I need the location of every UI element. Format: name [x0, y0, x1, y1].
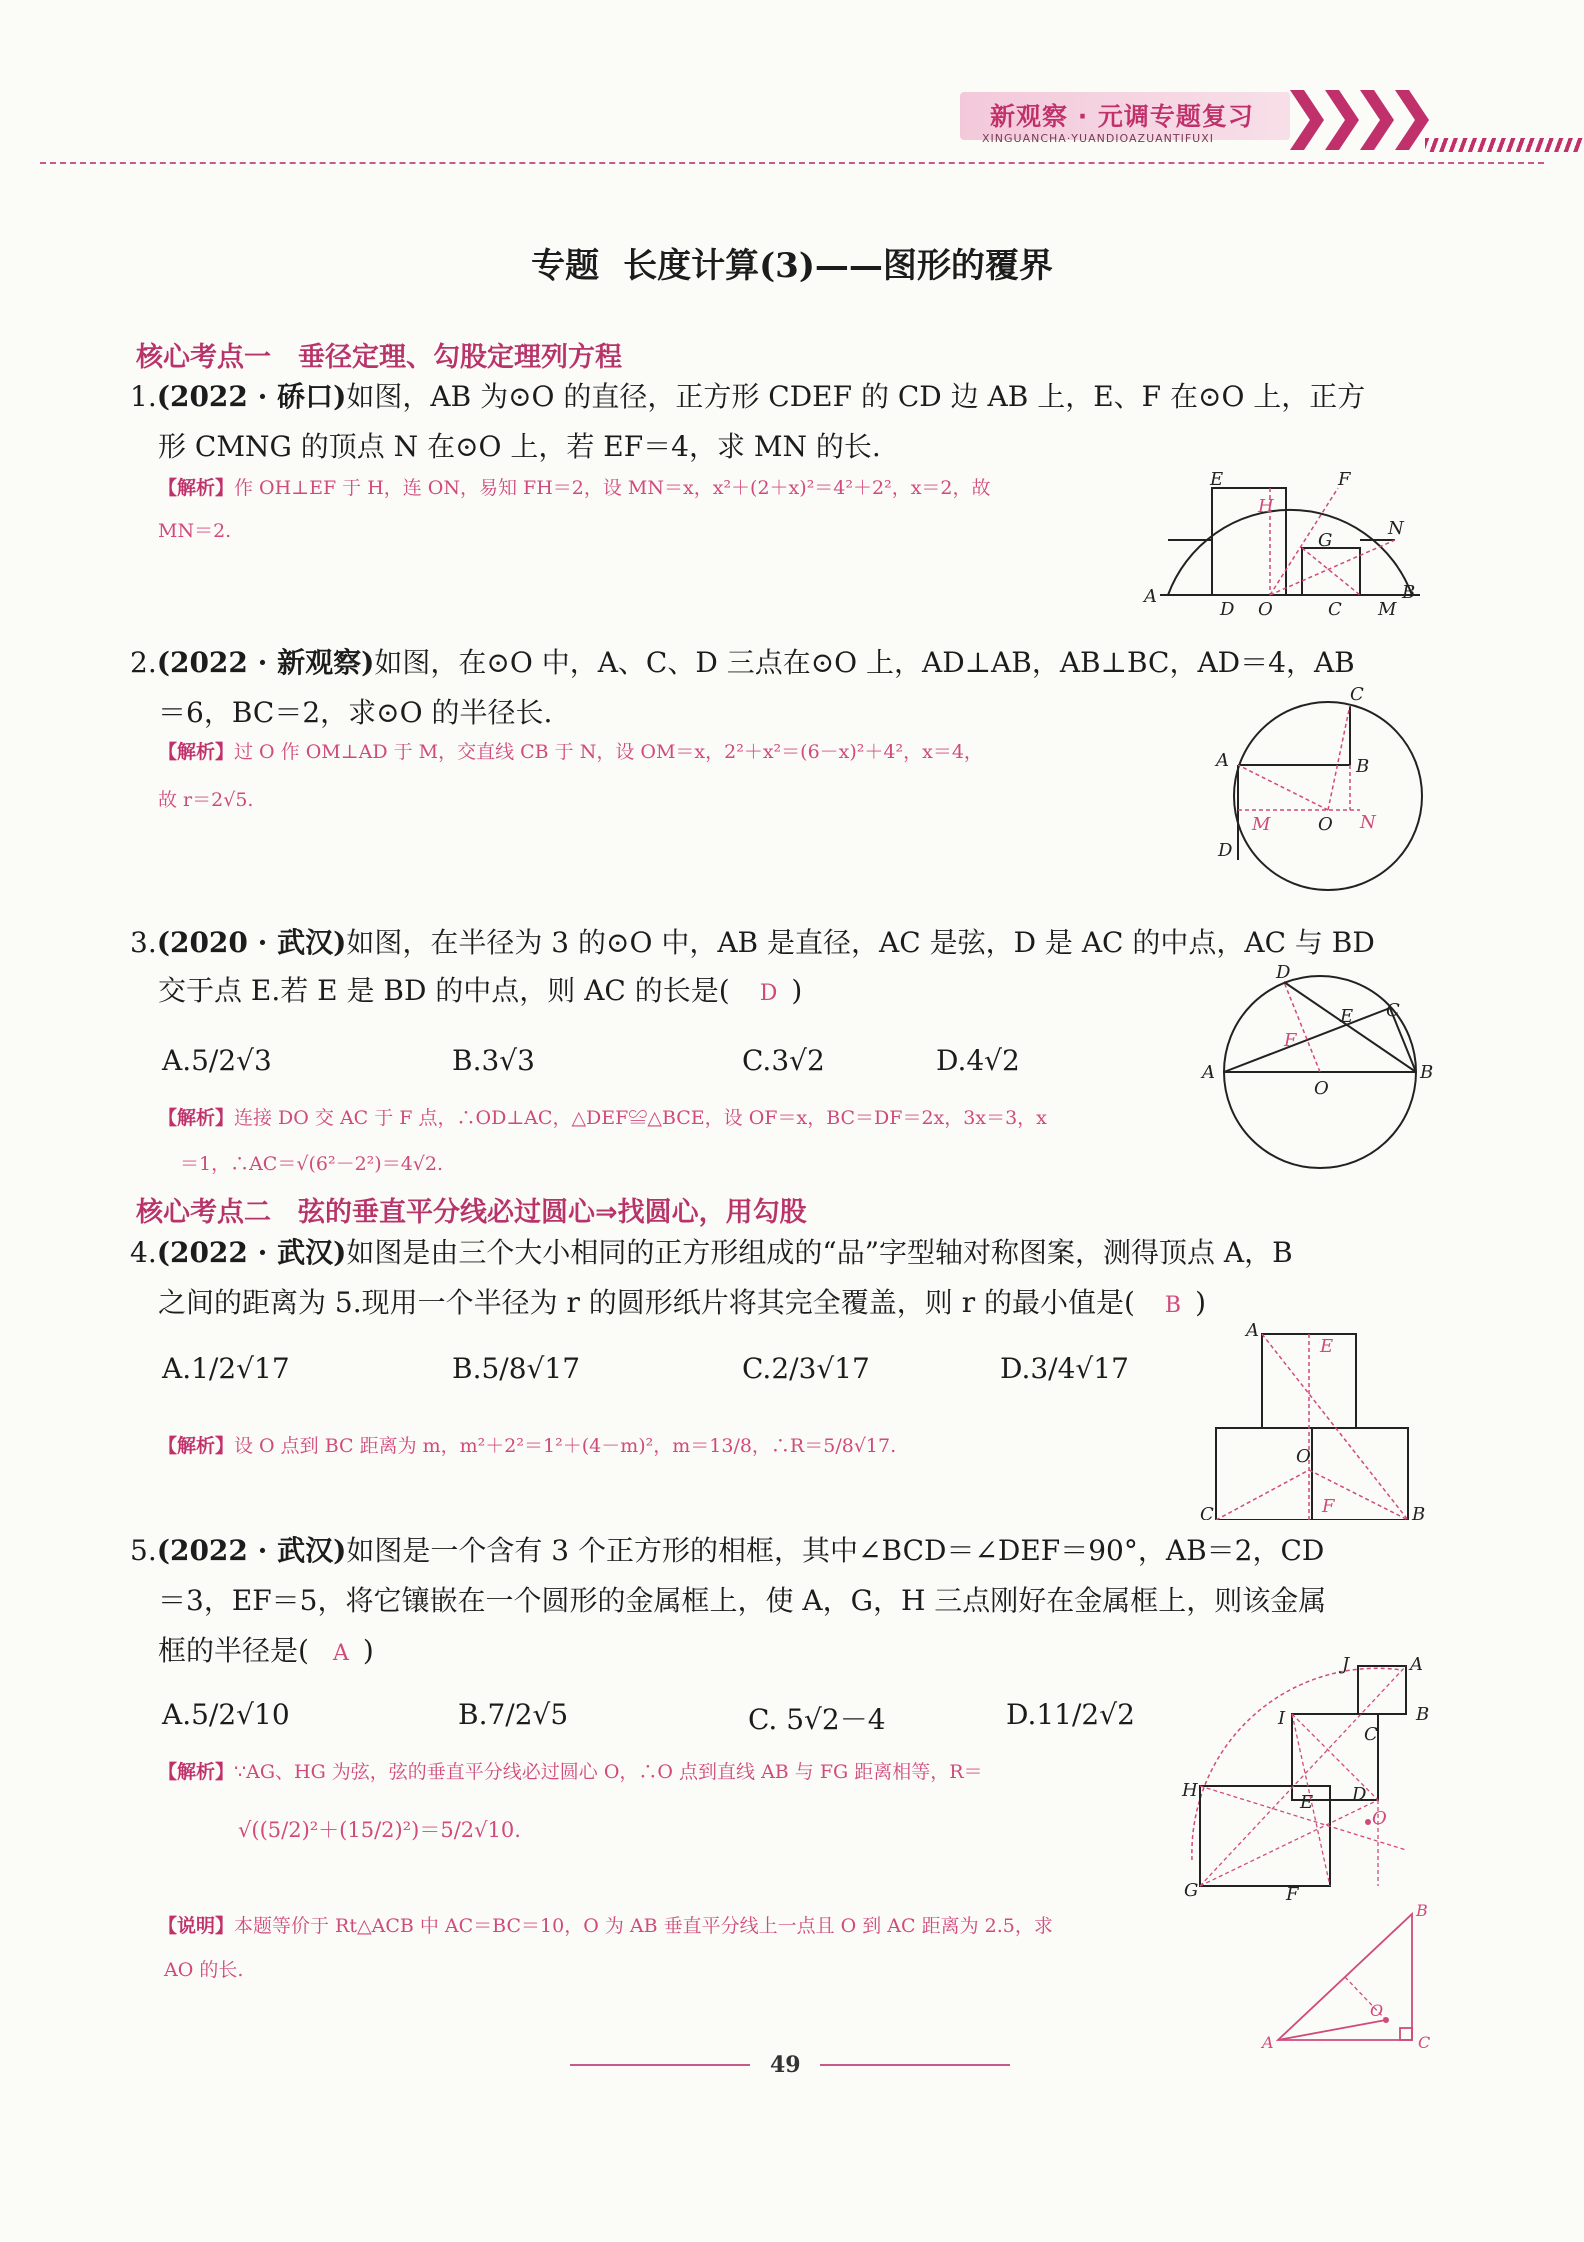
- svg-text:B: B: [1356, 756, 1370, 777]
- svg-text:H: H: [1258, 496, 1274, 517]
- svg-text:A: A: [1202, 1062, 1215, 1083]
- section-heading: 核心考点一 垂径定理、勾股定理列方程: [136, 342, 622, 373]
- problem-5-option-b: B.7/2√5: [458, 1698, 569, 1731]
- problem-4-answer: B: [1164, 1293, 1182, 1318]
- svg-text:H: H: [1182, 1780, 1198, 1801]
- problem-1-line2: 形 CMNG 的顶点 N 在⊙O 上，若 EF＝4，求 MN 的长.: [158, 430, 881, 463]
- problem-3-option-c: C.3√2: [742, 1044, 825, 1077]
- svg-text:E: E: [1210, 469, 1224, 490]
- svg-text:E: E: [1300, 1792, 1314, 1813]
- svg-text:A: A: [1216, 750, 1229, 771]
- svg-text:F: F: [1284, 1030, 1297, 1051]
- problem-5-option-c: C. 5√2－4: [748, 1703, 886, 1736]
- problem-3-option-a: A.5/2√3: [162, 1044, 272, 1077]
- figure-5: [1180, 1650, 1440, 1900]
- svg-text:O: O: [1258, 599, 1273, 620]
- problem-5-solution: 【解析】∵AG、HG 为弦，弦的垂直平分线必过圆心 O，∴O 点到直线 AB 与 FG 距离相等，R＝: [158, 1761, 983, 1783]
- svg-text:G: G: [1184, 1880, 1199, 1900]
- svg-text:O: O: [1372, 1808, 1387, 1829]
- page-number-rule-left: [570, 2064, 750, 2066]
- problem-3-line2: 交于点 E.若 E 是 BD 的中点，则 AC 的长是( D ): [158, 974, 803, 1007]
- problem-3-line1: 3.(2020 · 武汉)如图，在半径为 3 的⊙O 中，AB 是直径，AC 是弦，D 是 AC 的中点，AC 与 BD: [130, 926, 1375, 959]
- figure-1: [1140, 460, 1430, 620]
- svg-text:C: C: [1418, 2033, 1431, 2052]
- svg-text:B: B: [1402, 582, 1416, 603]
- svg-text:N: N: [1360, 812, 1376, 833]
- svg-text:B: B: [1416, 1704, 1430, 1725]
- problem-1-solution: 【解析】作 OH⊥EF 于 H，连 ON，易知 FH＝2，设 MN＝x，x²＋(2＋x)²＝4²＋2²，x＝2，故: [158, 477, 991, 499]
- problem-5-note-cont: AO 的长.: [164, 1959, 244, 1981]
- problem-2-solution: 【解析】过 O 作 OM⊥AD 于 M，交直线 CB 于 N，设 OM＝x，2²＋x²＝(6－x)²＋4²，x＝4，: [158, 741, 983, 763]
- problem-5-line3: 框的半径是( A ): [158, 1634, 374, 1667]
- svg-text:E: E: [1340, 1006, 1354, 1027]
- problem-2-line2: ＝6，BC＝2，求⊙O 的半径长.: [158, 696, 553, 729]
- problem-4-option-d: D.3/4√17: [1000, 1352, 1129, 1385]
- problem-3-option-b: B.3√3: [452, 1044, 535, 1077]
- figure-3: [1200, 960, 1440, 1170]
- header-stripes: [1425, 138, 1583, 152]
- problem-4-option-b: B.5/8√17: [452, 1352, 581, 1385]
- svg-text:C: C: [1328, 599, 1342, 620]
- title-part2: 长度计算(3)——图形的覆界: [623, 246, 1053, 286]
- chevron-icon: [1360, 90, 1394, 150]
- svg-text:D: D: [1218, 840, 1233, 861]
- problem-5-answer: A: [332, 1641, 349, 1666]
- svg-text:E: E: [1320, 1336, 1334, 1357]
- page-number-rule-right: [820, 2064, 1010, 2066]
- svg-text:B: B: [1420, 1062, 1434, 1083]
- problem-5-note: 【说明】本题等价于 Rt△ACB 中 AC＝BC＝10，O 为 AB 垂直平分线上一点且 O 到 AC 距离为 2.5，求: [158, 1915, 1053, 1937]
- problem-3-solution-cont: ＝1，∴AC＝√(6²－2²)＝4√2.: [180, 1153, 444, 1175]
- svg-text:F: F: [1286, 1884, 1299, 1900]
- svg-text:O: O: [1370, 2001, 1384, 2020]
- svg-text:C: C: [1200, 1504, 1214, 1520]
- problem-5-solution-formula: √((5/2)²＋(15/2)²)＝5/2√10.: [238, 1818, 521, 1842]
- problem-3-answer: D: [759, 981, 778, 1006]
- section-heading: 核心考点二 弦的垂直平分线必过圆心⇒找圆心，用勾股: [136, 1197, 807, 1228]
- header-subtitle: XINGUANCHA·YUANDIOAZUANTIFUXI: [982, 132, 1215, 145]
- svg-text:D: D: [1352, 1784, 1367, 1805]
- header-title: 新观察 · 元调专题复习: [990, 102, 1254, 131]
- problem-4-option-a: A.1/2√17: [162, 1352, 290, 1385]
- chevron-icon: [1290, 90, 1324, 150]
- problem-4-option-c: C.2/3√17: [742, 1352, 870, 1385]
- svg-text:C: C: [1364, 1724, 1378, 1745]
- svg-text:C: C: [1386, 1000, 1400, 1021]
- chevron-icon: [1325, 90, 1359, 150]
- chevron-icon: [1395, 90, 1429, 150]
- problem-1-solution-cont: MN＝2.: [158, 520, 232, 542]
- svg-text:D: D: [1220, 599, 1235, 620]
- svg-text:O: O: [1318, 814, 1333, 835]
- svg-text:B: B: [1412, 1504, 1426, 1520]
- problem-5-line2: ＝3，EF＝5，将它镶嵌在一个圆形的金属框上，使 A，G，H 三点刚好在金属框上，则该金属: [158, 1584, 1327, 1617]
- problem-4-solution: 【解析】设 O 点到 BC 距离为 m，m²＋2²＝1²＋(4－m)²，m＝13/8，∴R＝5/8√17.: [158, 1435, 897, 1457]
- svg-text:M: M: [1252, 814, 1271, 835]
- svg-text:O: O: [1314, 1078, 1329, 1099]
- figure-4: [1196, 1320, 1436, 1520]
- svg-text:A: A: [1246, 1320, 1259, 1341]
- svg-text:O: O: [1296, 1446, 1311, 1467]
- problem-4-line1: 4.(2022 · 武汉)如图是由三个大小相同的正方形组成的“品”字型轴对称图案，测得顶点 A，B: [130, 1236, 1293, 1269]
- svg-text:N: N: [1388, 518, 1404, 539]
- problem-3-option-d: D.4√2: [936, 1044, 1020, 1077]
- problem-3-solution: 【解析】连接 DO 交 AC 于 F 点，∴OD⊥AC，△DEF≌△BCE，设 OF＝x，BC＝DF＝2x，3x＝3，x: [158, 1107, 1047, 1129]
- title-part1: 专题: [531, 246, 600, 286]
- svg-text:A: A: [1410, 1654, 1423, 1675]
- svg-text:A: A: [1262, 2033, 1274, 2052]
- figure-6: [1260, 1902, 1440, 2052]
- svg-text:A: A: [1144, 586, 1157, 607]
- svg-text:J: J: [1342, 1654, 1350, 1675]
- problem-2-solution-cont: 故 r＝2√5.: [158, 789, 254, 811]
- problem-5-line1: 5.(2022 · 武汉)如图是一个含有 3 个正方形的相框，其中∠BCD＝∠DEF＝90°，AB＝2，CD: [130, 1534, 1325, 1567]
- svg-text:B: B: [1416, 1902, 1428, 1920]
- problem-5-option-d: D.11/2√2: [1006, 1698, 1135, 1731]
- header-rule: [40, 162, 1544, 164]
- svg-text:D: D: [1276, 962, 1291, 983]
- problem-5-option-a: A.5/2√10: [162, 1698, 290, 1731]
- svg-text:C: C: [1350, 684, 1364, 705]
- problem-1-line1: 1.(2022 · 硚口)如图，AB 为⊙O 的直径，正方形 CDEF 的 CD 边 AB 上，E、F 在⊙O 上，正方: [130, 380, 1366, 413]
- svg-text:M: M: [1378, 599, 1397, 620]
- problem-2-line1: 2.(2022 · 新观察)如图，在⊙O 中，A、C、D 三点在⊙O 上，AD⊥AB，AB⊥BC，AD＝4，AB: [130, 646, 1355, 679]
- svg-text:I: I: [1278, 1708, 1286, 1729]
- svg-text:G: G: [1318, 530, 1333, 551]
- figure-2: [1200, 680, 1440, 910]
- svg-text:F: F: [1322, 1496, 1335, 1517]
- problem-4-line2: 之间的距离为 5.现用一个半径为 r 的圆形纸片将其完全覆盖，则 r 的最小值是( B ): [158, 1286, 1207, 1319]
- page-title: [0, 238, 1584, 287]
- page-number: 49: [770, 2052, 801, 2078]
- svg-text:F: F: [1338, 469, 1351, 490]
